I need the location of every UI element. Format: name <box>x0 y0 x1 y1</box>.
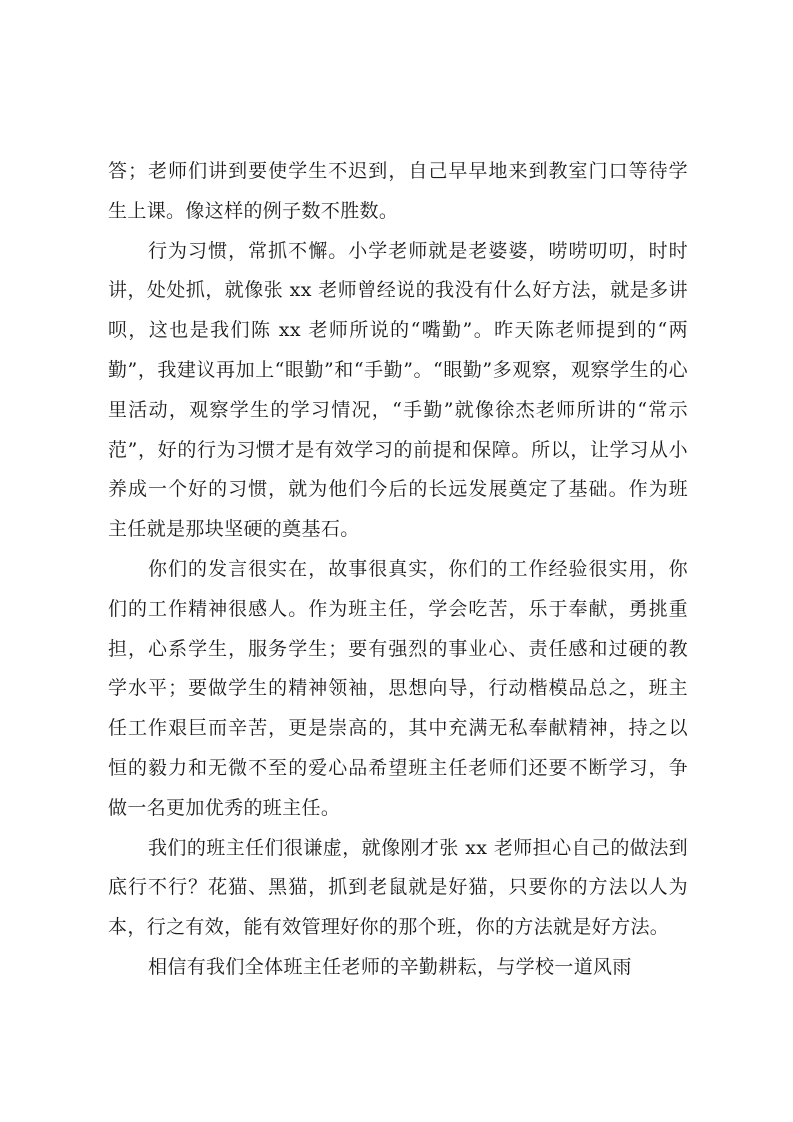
paragraph-behavior-habits: 行为习惯，常抓不懈。小学老师就是老婆婆，唠唠叨叨，时时讲，处处抓，就像张 xx 老师曾经说的我没有什么好方法，就是多讲呗，这也是我们陈 xx 老师所说的“嘴勤”。昨天陈老师提到的“两勤”，我建议再加上“眼勤”和“手勤”。“眼勤”多观察，观察学生的心里活动，观察学生的学习情况，“手勤”就像徐杰老师所讲的“常示范”，好的行为习惯才是有效学习的前提和保障。所以，让学习从小养成一个好的习惯，就为他们今后的长远发展奠定了基础。作为班主任就是那块坚硬的奠基石。 <box>108 239 688 541</box>
paragraph-modesty: 我们的班主任们很谦虚，就像刚才张 xx 老师担心自己的做法到底行不行？花猫、黑猫，抓到老鼠就是好猫，只要你的方法以人为本，行之有效，能有效管理好你的那个班，你的方法就是好方法。 <box>108 836 688 939</box>
paragraph-speech-praise: 你们的发言很实在，故事很真实，你们的工作经验很实用，你们的工作精神很感人。作为班主任，学会吃苦，乐于奉献，勇挑重担，心系学生，服务学生；要有强烈的事业心、责任感和过硬的教学水平；要做学生的精神领袖，思想向导，行动楷模品总之，班主任工作艰巨而辛苦，更是崇高的，其中充满无私奉献精神，持之以恒的毅力和无微不至的爱心品希望班主任老师们还要不断学习，争做一名更加优秀的班主任。 <box>108 557 688 819</box>
paragraph-closing: 相信有我们全体班主任老师的辛勤耕耘，与学校一道风雨 <box>148 955 632 978</box>
document-body <box>108 152 688 988</box>
paragraph-continuation: 答；老师们讲到要使学生不迟到，自己早早地来到教室门口等待学生上课。像这样的例子数不胜数。 <box>108 160 688 222</box>
